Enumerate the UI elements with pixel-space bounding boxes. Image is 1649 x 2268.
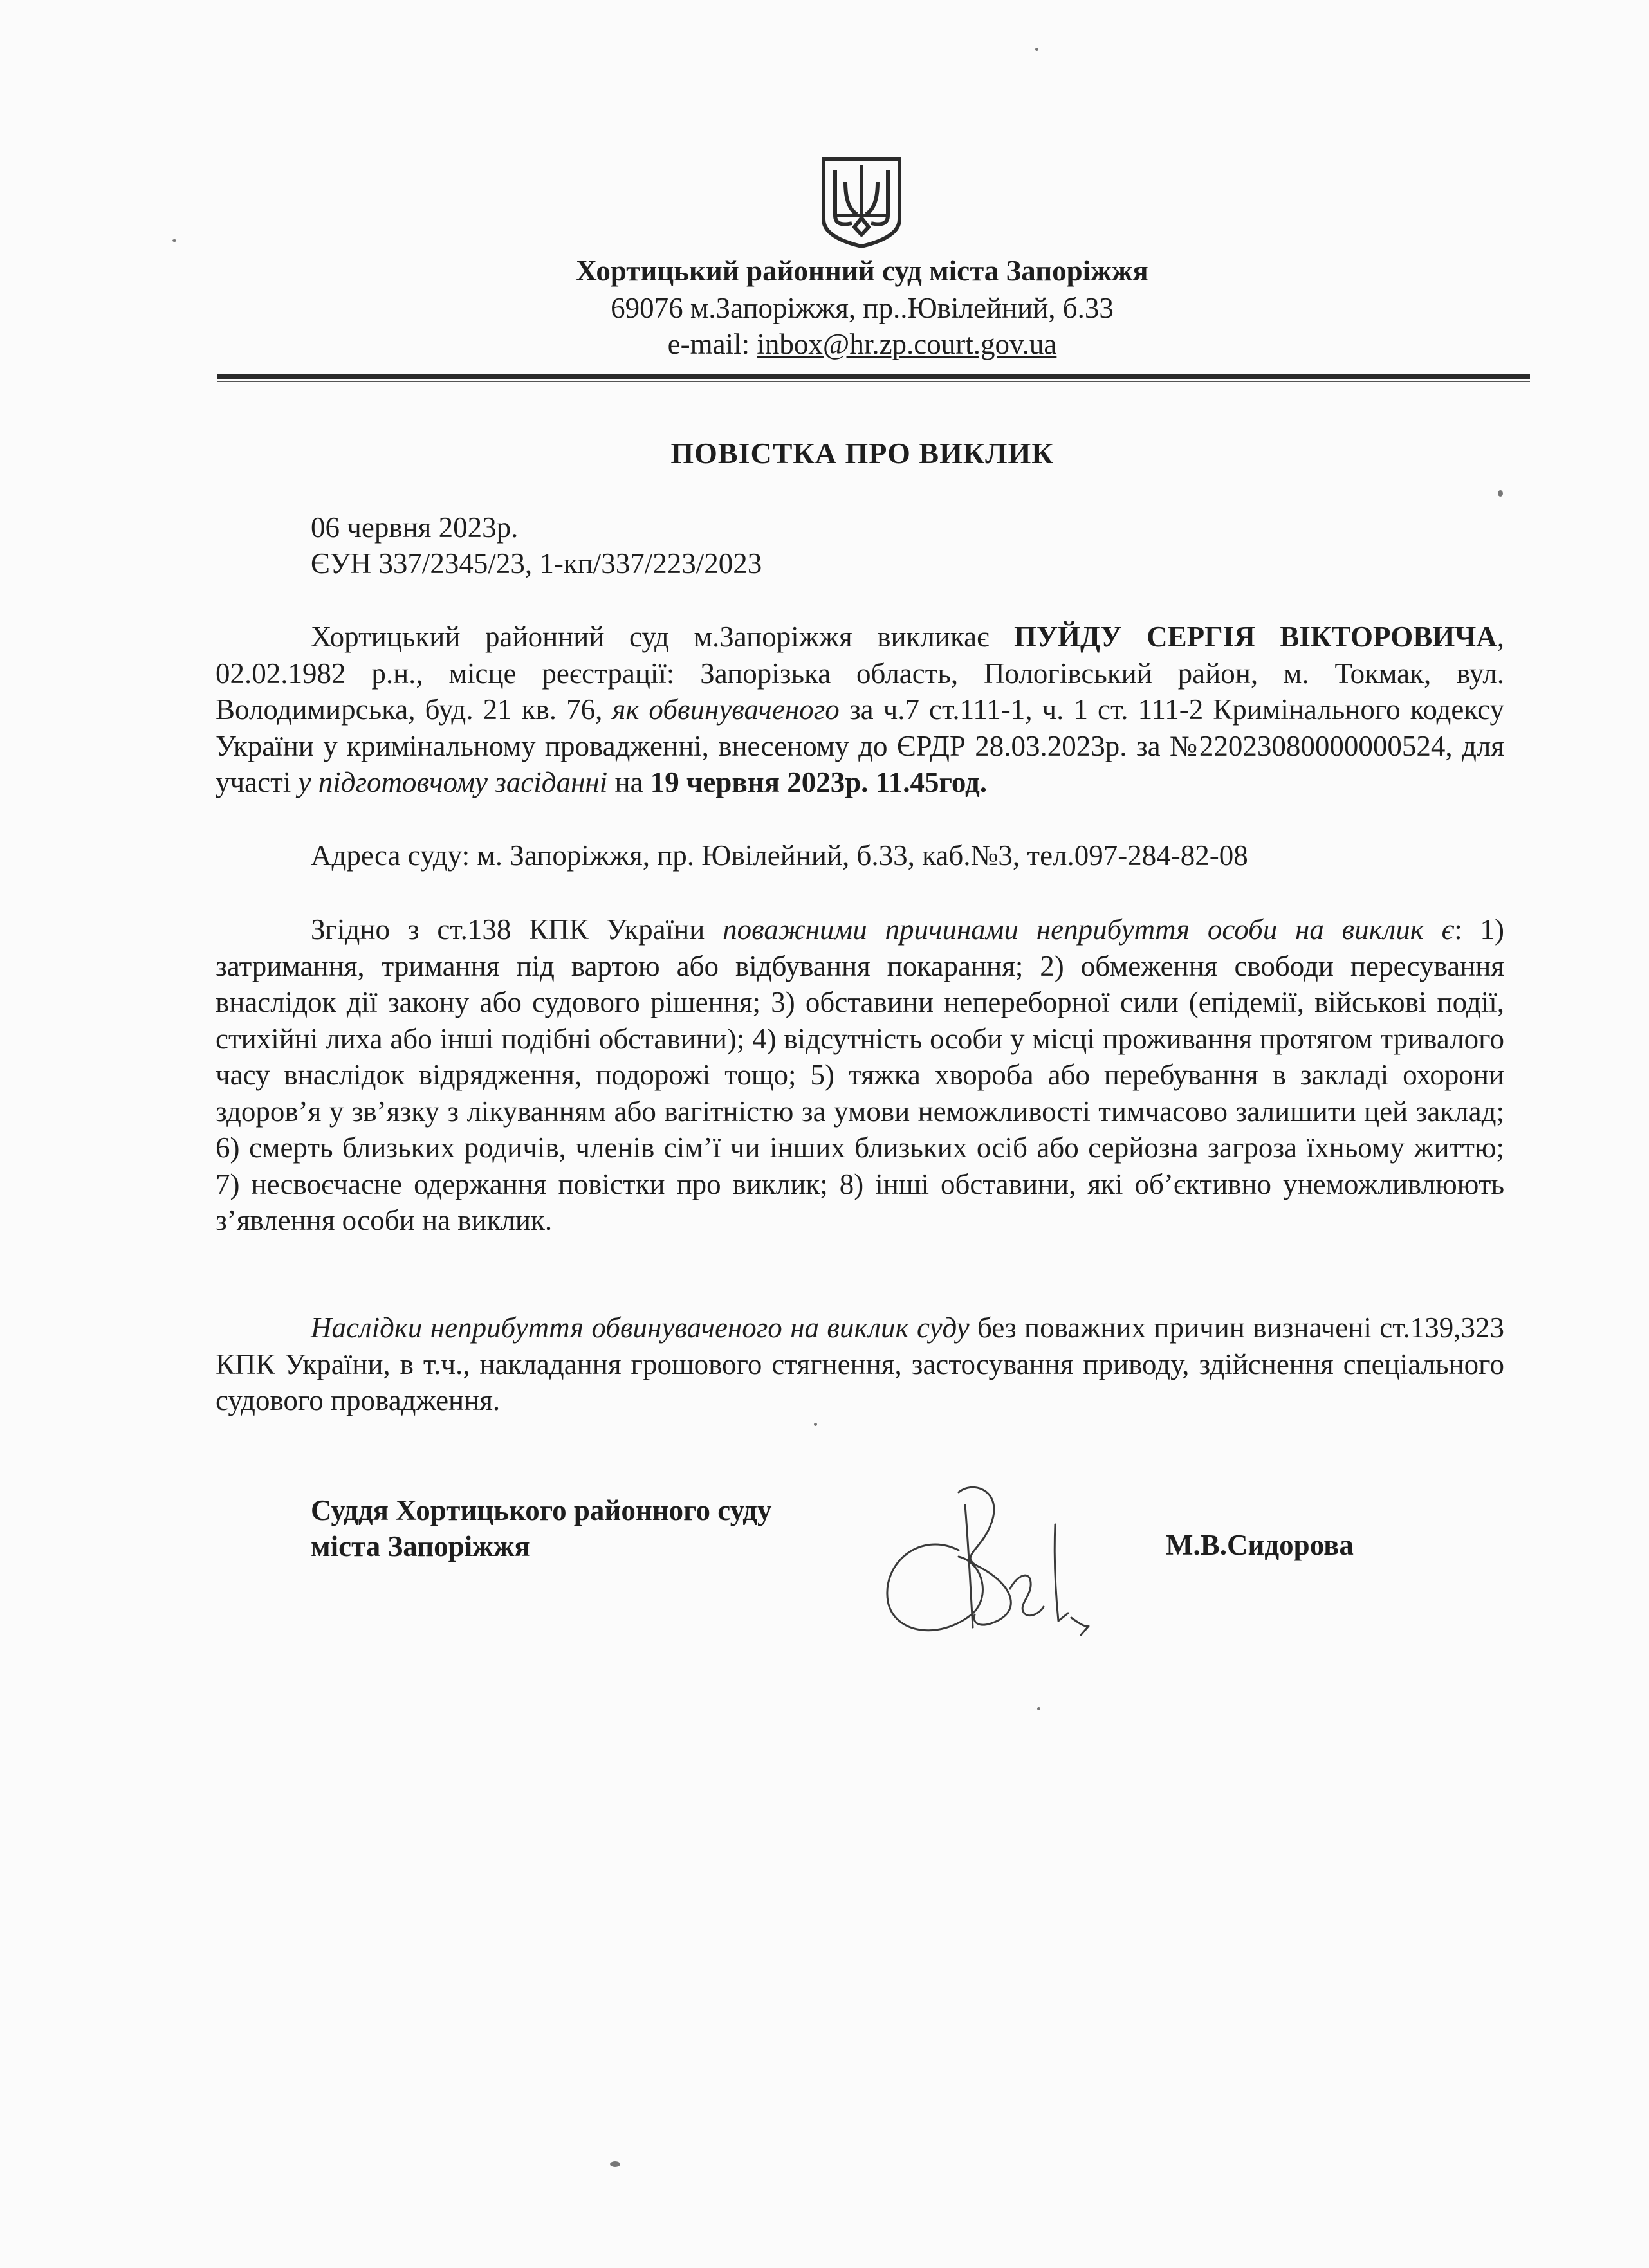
summons-intro: Хортицький районний суд м.Запоріжжя викликає [311, 621, 1015, 653]
document-date: 06 червня 2023р. [311, 511, 519, 544]
document-title: ПОВІСТКА ПРО ВИКЛИК [670, 437, 1054, 470]
scan-speck [172, 239, 176, 242]
court-contact-address: Адреса суду: м. Запоріжжя, пр. Ювілейний, б.33, каб.№3, тел.097-284-82-08 [311, 839, 1248, 872]
court-name: Хортицький районний суд міста Запоріжжя [576, 255, 1148, 287]
reasons-intro: Згідно з ст.138 КПК України [311, 913, 723, 946]
hearing-on-word: на [607, 766, 650, 798]
scan-speck [1037, 1707, 1040, 1710]
charges-text: за ч.7 ст.111-1, ч. 1 ст. 111-2 Кримінального кодексу України у кримінальному провадженні, внесеному до ЄРДР 28.03.2023р. за №22023080000000524, для участі [216, 693, 1505, 798]
scan-speck [1035, 48, 1038, 51]
consequences-text: без поважних причин визначені ст.139,323 КПК України, в т.ч., накладання грошового стягнення, застосування приводу, здійснення спеціального судового провадження. [216, 1312, 1504, 1416]
reasons-list: : 1) затримання, тримання під вартою або відбування покарання; 2) обмеження свободи пересування внаслідок дії закону або судового рішення; 3) обставини непереборної сили (епідемії, військові події, стихійні лиха або інші подібні обставини); 4) відсутність особи у місці проживання протягом тривалого часу внаслідок відрядження, подорожі тощо; 5) тяжка хвороба або перебування в закладі охорони здоров’я у зв’язку з лікуванням або вагітністю за умови неможливості тимчасово залишити цей заклад; 6) смерть близьких родичів, членів сім’ї чи інших близьких осіб або серйозна загроза їхньому життю; 7) несвоєчасне одержання повістки про виклик; 8) інші обставини, які об’єктивно унеможливлюють з’явлення особи на виклик. [216, 913, 1504, 1236]
summons-paragraph [216, 619, 1504, 801]
consequences-emphasis: Наслідки неприбуття обвинуваченого на виклик суду [311, 1312, 970, 1344]
reasons-emphasis: поважними причинами неприбуття особи на виклик є [723, 913, 1455, 946]
header-divider [217, 374, 1530, 382]
judge-title-line2: міста Запоріжжя [311, 1530, 530, 1562]
accused-details: , 02.02.1982 р.н., місце реєстрації: Запорізька область, Пологівський район, м. Токмак, вул. Володимирська, буд. 21 кв. 76, [216, 621, 1504, 726]
accused-role: як обвинуваченого [612, 693, 840, 726]
ukraine-coat-of-arms-icon [820, 156, 903, 249]
court-email-link[interactable]: inbox@hr.zp.court.gov.ua [757, 328, 1057, 360]
court-address: 69076 м.Запоріжжя, пр..Ювілейний, б.33 [611, 292, 1114, 324]
judge-title [311, 1492, 772, 1564]
case-numbers: ЄУН 337/2345/23, 1-кп/337/223/2023 [311, 547, 762, 580]
accused-name: ПУЙДУ СЕРГІЯ ВІКТОРОВИЧА [1014, 621, 1497, 653]
hearing-datetime: 19 червня 2023р. 11.45год. [650, 766, 988, 798]
judge-name: М.В.Сидорова [1166, 1529, 1354, 1561]
email-label: e-mail: [667, 328, 757, 360]
consequences-paragraph [216, 1310, 1504, 1419]
handwritten-signature [862, 1454, 1132, 1647]
judge-title-line1: Суддя Хортицького районного суду [311, 1494, 772, 1526]
scan-speck [1498, 490, 1503, 497]
scan-speck [814, 1423, 817, 1426]
court-email-line [0, 326, 1649, 362]
hearing-type: у підготовчому засіданні [298, 766, 608, 798]
scan-speck [610, 2161, 620, 2167]
valid-reasons-paragraph [216, 911, 1504, 1239]
